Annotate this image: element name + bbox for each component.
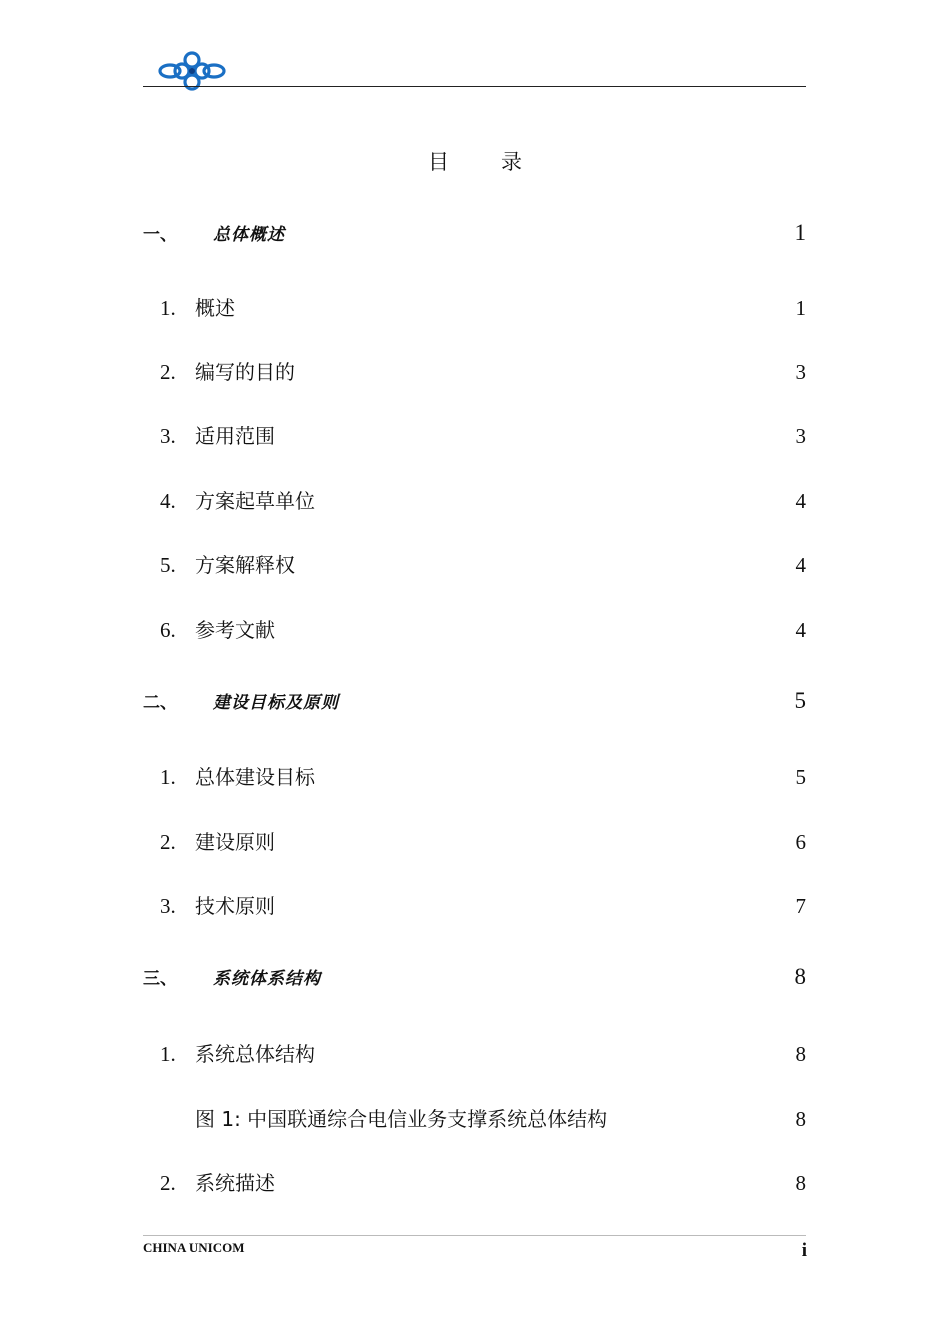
toc-entry-label: 总体概述 [213,225,285,245]
toc-entry-label: 系统描述 [195,1171,275,1195]
footer-company: CHINA UNICOM [143,1240,245,1255]
toc-entry[interactable] [143,964,806,994]
toc-entry[interactable] [160,292,806,320]
toc-entry-number: 3. [160,424,176,448]
toc-entry-page: 7 [795,894,806,918]
toc-entry-number: 二、 [143,693,177,713]
footer-page-number: i [801,1240,807,1261]
toc-entry-page: 1 [794,220,806,245]
toc-title [0,146,950,176]
footer-rule [143,1235,806,1236]
toc-entry-number: 6. [160,618,176,642]
toc-entry-page: 4 [795,489,806,513]
toc-entry-number: 1. [160,1042,176,1066]
toc-entry-page: 8 [795,1042,806,1066]
toc-entry-label: 总体建设目标 [195,765,315,789]
toc-entry-page: 3 [795,360,806,384]
toc-entry[interactable] [160,420,806,448]
toc-entry[interactable] [160,826,806,854]
toc-entry-label: 系统总体结构 [195,1042,315,1066]
toc-entry-label: 编写的目的 [195,360,295,384]
toc-entry-page: 8 [795,1107,806,1131]
toc-entry-number: 1. [160,296,176,320]
toc-entry[interactable] [160,761,806,789]
toc-entry-page: 6 [795,830,806,854]
toc-entry-label: 参考文献 [195,618,275,642]
toc-entry[interactable] [143,688,806,718]
toc-entry-number: 4. [160,489,176,513]
toc-entry-page: 5 [794,688,806,713]
toc-entry[interactable] [160,549,806,577]
toc-entry-label: 建设原则 [195,830,275,854]
header-rule [143,86,806,87]
toc-entry-page: 8 [795,1171,806,1195]
toc-entry[interactable] [160,1167,806,1195]
toc-entry[interactable] [143,220,806,250]
toc-entry-page: 4 [795,618,806,642]
toc-entry[interactable] [195,1103,806,1131]
toc-entry[interactable] [160,1038,806,1066]
toc-entry[interactable] [160,356,806,384]
toc-entry-page: 5 [795,765,806,789]
toc-entry-page: 4 [795,553,806,577]
toc-entry-page: 1 [795,296,806,320]
toc-entry-number: 3. [160,894,176,918]
toc-entry-label: 图 1: 中国联通综合电信业务支撑系统总体结构 [195,1107,608,1131]
toc-entry-number: 2. [160,1171,176,1195]
toc-entry-page: 3 [795,424,806,448]
toc-entry-number: 1. [160,765,176,789]
toc-entry[interactable] [160,614,806,642]
toc-entry-label: 技术原则 [195,894,275,918]
toc-entry-number: 2. [160,830,176,854]
toc-entry-label: 方案起草单位 [195,489,315,513]
toc-title-right: 录 [501,150,522,174]
toc-entry-number: 5. [160,553,176,577]
toc-entry-number: 一、 [143,225,177,245]
toc-entry-number: 2. [160,360,176,384]
toc-entry[interactable] [160,485,806,513]
toc-entry-number: 三、 [143,969,177,989]
toc-entry-label: 方案解释权 [195,553,295,577]
toc-title-left: 目 [428,150,449,174]
toc-entry-label: 系统体系结构 [213,969,321,989]
toc-entry-label: 建设目标及原则 [213,693,339,713]
toc-entry-label: 概述 [195,296,235,320]
toc-entry[interactable] [160,890,806,918]
toc-entry-page: 8 [794,964,806,989]
toc-entry-label: 适用范围 [195,424,275,448]
